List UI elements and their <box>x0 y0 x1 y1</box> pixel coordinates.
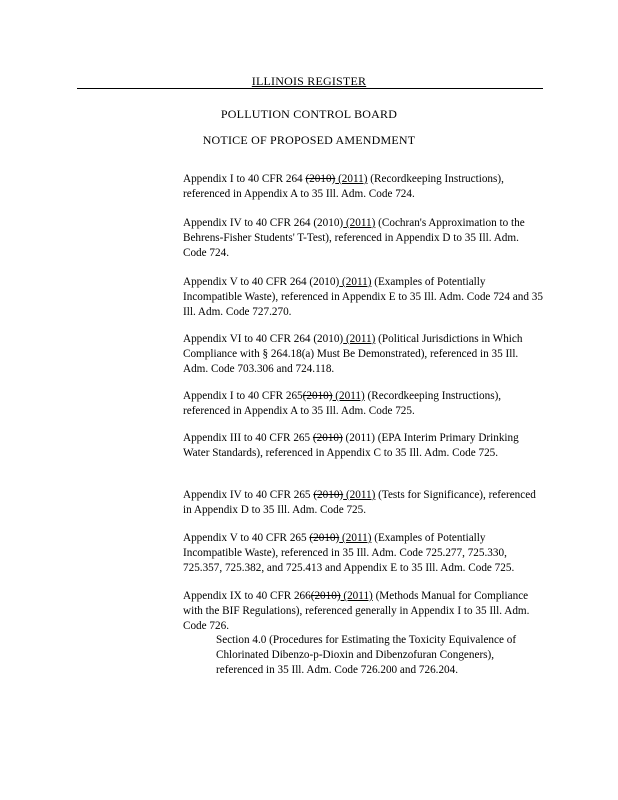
paragraph: Appendix IV to 40 CFR 264 (2010) (2011) (Cochran's Approximation to the Behrens-Fisher Students' T-Test), referenced in Appendix D to 35 Ill. Adm. Code 724. <box>183 217 525 259</box>
paragraph: Appendix I to 40 CFR 264 (2010) (2011) (Recordkeeping Instructions), referenced in Appendix A to 35 Ill. Adm. Code 724. <box>183 173 504 200</box>
notice-title: NOTICE OF PROPOSED AMENDMENT <box>202 133 416 147</box>
register-title: ILLINOIS REGISTER <box>251 74 367 88</box>
paragraph: Appendix V to 40 CFR 265 (2010) (2011) (Examples of Potentially Incompatible Waste), referenced in 35 Ill. Adm. Code 725.277, 725.330, 725.357, 725.382, and 725.413 and Appendix E to 35 Ill. Adm. Code 725. <box>183 532 515 574</box>
paragraph-indented: Section 4.0 (Procedures for Estimating the Toxicity Equivalence of Chlorinated Dibenzo-p-Dioxin and Dibenzofuran Congeners), referenced in 35 Ill. Adm. Code 726.200 and 726.204. <box>216 634 517 676</box>
paragraph: Appendix III to 40 CFR 265 (2010) (2011) (EPA Interim Primary Drinking Water Standards), referenced in Appendix C to 35 Ill. Adm. Code 725. <box>183 432 519 459</box>
paragraph: Appendix I to 40 CFR 265(2010) (2011) (Recordkeeping Instructions), referenced in Appendix A to 35 Ill. Adm. Code 725. <box>183 390 502 417</box>
paragraph: Appendix VI to 40 CFR 264 (2010) (2011) (Political Jurisdictions in Which Compliance with § 264.18(a) Must Be Demonstrated), referenced in 35 Ill. Adm. Code 703.306 and 724.118. <box>183 333 523 375</box>
header-rule <box>77 88 543 89</box>
paragraph: Appendix IX to 40 CFR 266(2010) (2011) (Methods Manual for Compliance with the BIF Regulations), referenced generally in Appendix I to 35 Ill. Adm. Code 726. <box>183 590 530 632</box>
paragraph: Appendix V to 40 CFR 264 (2010) (2011) (Examples of Potentially Incompatible Waste), referenced in Appendix E to 35 Ill. Adm. Code 724 and 35 Ill. Adm. Code 727.270. <box>183 276 543 318</box>
paragraph: Appendix IV to 40 CFR 265 (2010) (2011) (Tests for Significance), referenced in Appendix D to 35 Ill. Adm. Code 725. <box>183 489 536 516</box>
board-title: POLLUTION CONTROL BOARD <box>220 107 398 121</box>
